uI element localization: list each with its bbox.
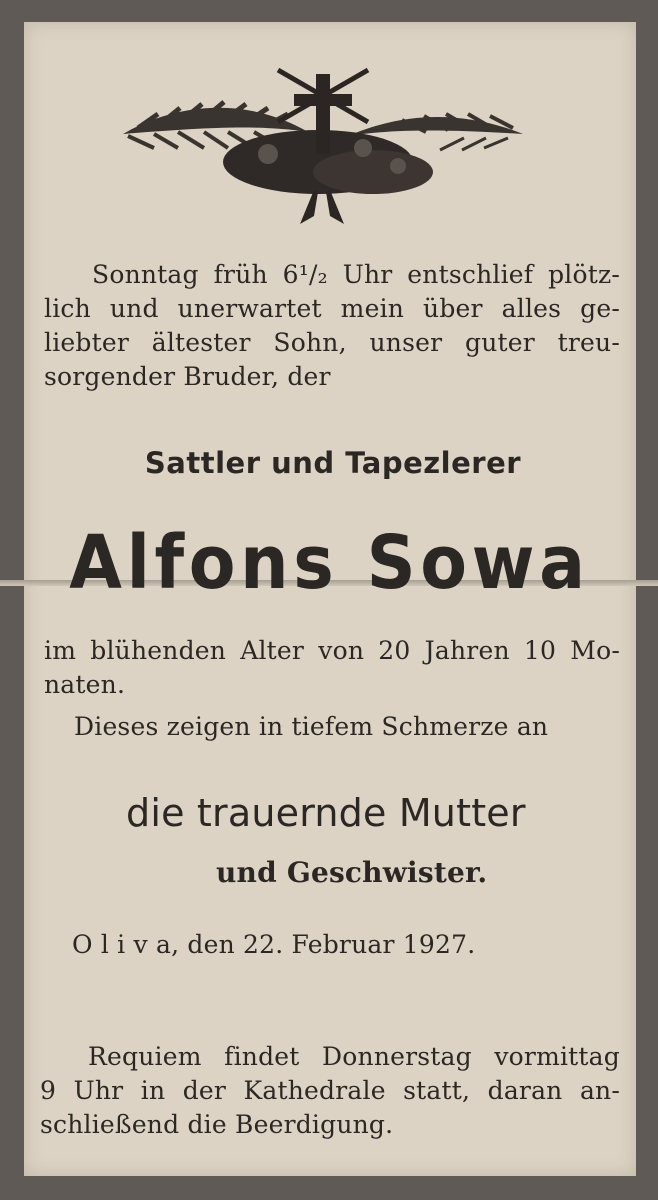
place-date: O l i v a, den 22. Februar 1927. — [72, 930, 476, 959]
requiem-line-2: 9 Uhr in der Kathedrale statt, daran an- — [40, 1076, 620, 1105]
occupation-heading: Sattler und Tapezlerer — [144, 446, 522, 480]
mourners-line-2: und Geschwister. — [216, 856, 488, 889]
frame-top — [0, 0, 658, 22]
intro-line-4: sorgender Bruder, der — [44, 362, 331, 391]
cross-with-palm-and-wreath-icon — [118, 62, 528, 228]
intro-line-2: lich und unerwartet mein über alles ge- — [44, 294, 620, 323]
requiem-line-3: schließend die Beerdigung. — [40, 1110, 394, 1139]
announcement-line: Dieses zeigen in tiefem Schmerze an — [74, 712, 549, 741]
requiem-line-1: Requiem findet Donnerstag vormittag — [88, 1042, 620, 1071]
frame-right — [636, 0, 658, 1200]
intro-line-3: liebter ältester Sohn, unser guter treu- — [44, 328, 620, 357]
frame-left — [0, 0, 24, 1200]
age-line-1: im blühenden Alter von 20 Jahren 10 Mo- — [44, 636, 620, 665]
frame-bottom — [0, 1176, 658, 1200]
intro-line-1: Sonntag früh 6¹/₂ Uhr entschlief plötz- — [92, 260, 620, 289]
age-line-2: naten. — [44, 670, 126, 699]
deceased-name: Alfons Sowa — [69, 520, 590, 606]
mourners-line-1: die trauernde Mutter — [126, 791, 526, 835]
